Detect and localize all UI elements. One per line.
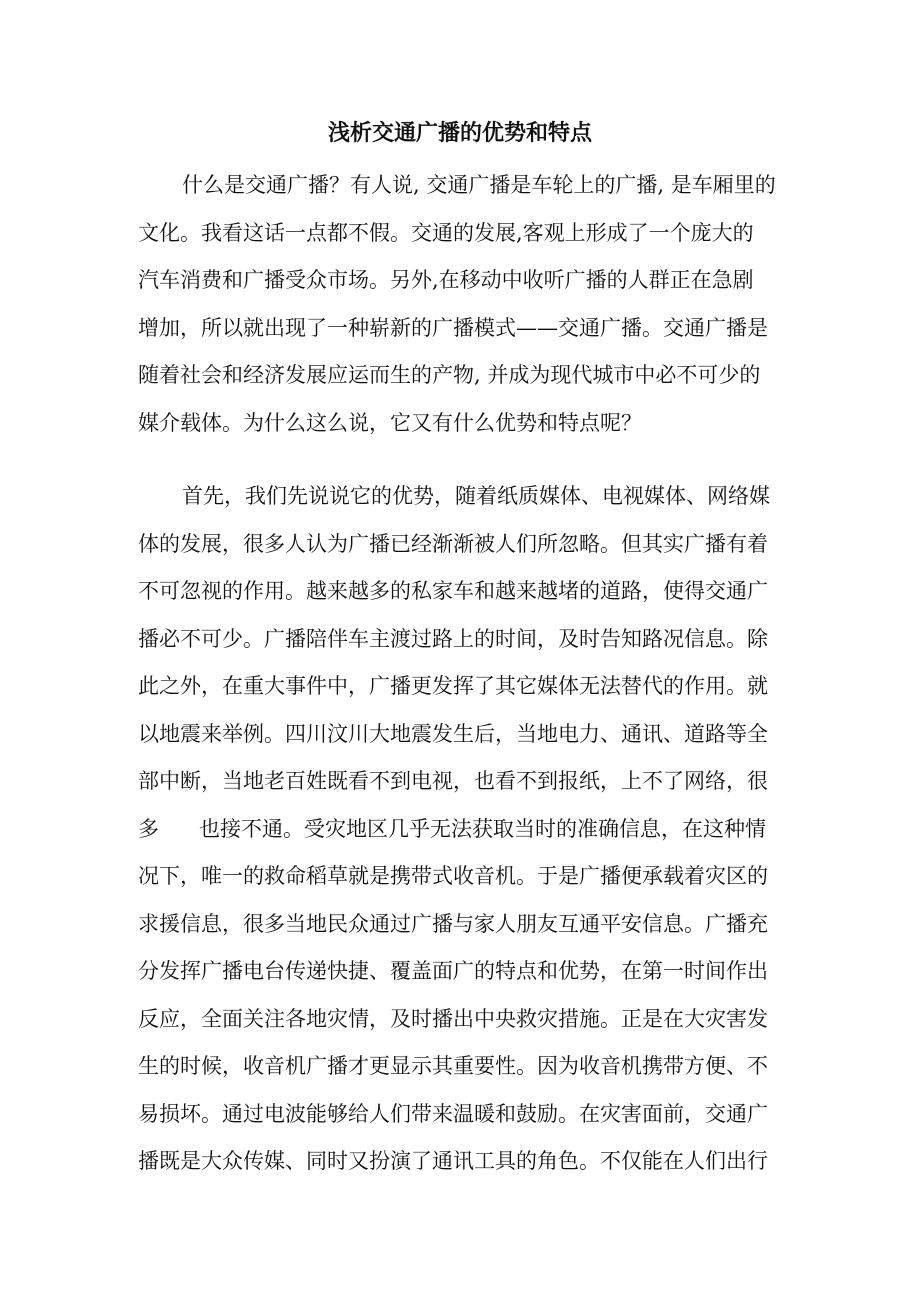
text-line: 不可忽视的作用。越来越多的私家车和越来越堵的道路，使得交通广 — [138, 579, 768, 603]
text-line: 体的发展，很多人认为广播已经渐渐被人们所忽略。但其实广播有着 — [138, 531, 768, 556]
text-line: 播必不可少。广播陪伴车主渡过路上的时间，及时告知路况信息。除 — [138, 626, 768, 651]
document-title: 浅析交通广播的优势和特点 — [327, 121, 592, 146]
text-line: 首先，我们先说说它的优势，随着纸质媒体、电视媒体、网络媒 — [182, 484, 770, 508]
text-line: 增加，所以就出现了一种崭新的广播模式——交通广播。交通广播是 — [138, 315, 768, 340]
text-line: 什么是交通广播？有人说, 交通广播是车轮上的广播, 是车厢里的 — [182, 173, 776, 197]
text-line: 生的时候，收音机广播才更显示其重要性。因为收音机携带方便、不 — [138, 1054, 768, 1078]
text-line: 随着社会和经济发展应运而生的产物, 并成为现代城市中必不可少的 — [138, 363, 761, 387]
text-line: 媒介载体。为什么这么说，它又有什么优势和特点呢？ — [138, 410, 642, 435]
text-line: 求援信息，很多当地民众通过广播与家人朋友互通平安信息。广播充 — [138, 911, 768, 936]
paragraph-advantages — [138, 473, 782, 1186]
text-line: 汽车消费和广播受众市场。另外,在移动中收听广播的人群正在急剧 — [138, 268, 754, 292]
paragraph-what-is-traffic-radio — [138, 162, 782, 447]
text-line: 部中断，当地老百姓既看不到电视，也看不到报纸，上不了网络，很 — [138, 769, 768, 793]
text-line: 反应，全面关注各地灾情，及时播出中央救灾措施。正是在大灾害发 — [138, 1006, 768, 1031]
text-line-with-gap — [138, 806, 782, 854]
text-line: 易损坏。通过电波能够给人们带来温暖和鼓励。在灾害面前，交通广 — [138, 1101, 768, 1126]
text-fragment: 多 — [138, 816, 159, 841]
text-line: 况下，唯一的救命稻草就是携带式收音机。于是广播便承载着灾区的 — [138, 864, 768, 888]
text-line: 此之外，在重大事件中，广播更发挥了其它媒体无法替代的作用。就 — [138, 674, 768, 698]
text-fragment: 也接不通。受灾地区几乎无法获取当时的准确信息，在这种情 — [199, 816, 766, 841]
text-line: 播既是大众传媒、同时又扮演了通讯工具的角色。不仅能在人们出行 — [138, 1149, 768, 1173]
text-line: 分发挥广播电台传递快捷、覆盖面广的特点和优势，在第一时间作出 — [138, 959, 768, 983]
text-line: 文化。我看这话一点都不假。交通的发展,客观上形成了一个庞大的 — [138, 220, 754, 245]
text-line: 以地震来举例。四川汶川大地震发生后，当地电力、通讯、道路等全 — [138, 721, 768, 746]
